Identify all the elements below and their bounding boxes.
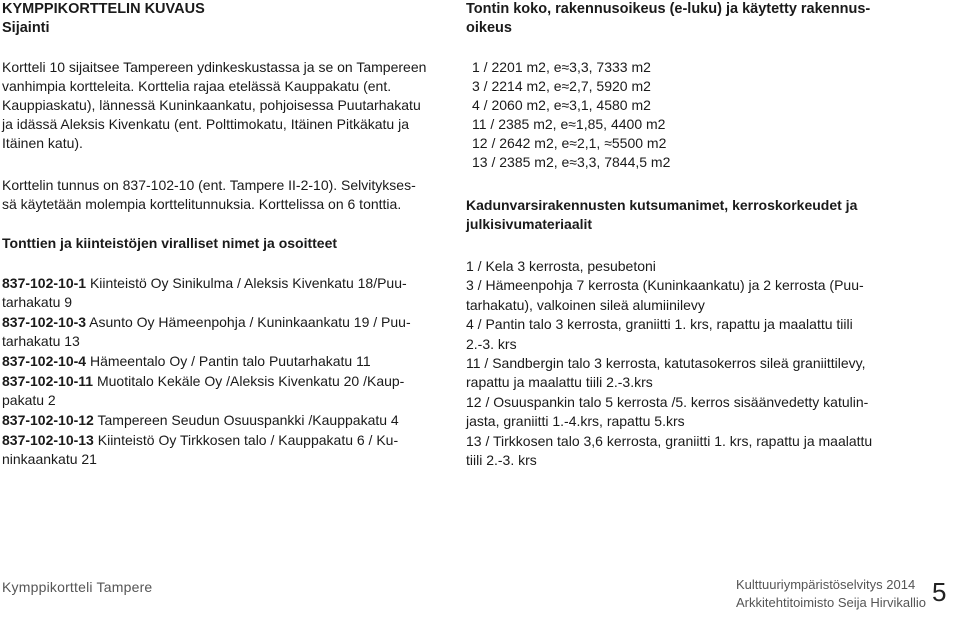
list-item: 837-102-10-12 Tampereen Seudun Osuuspankki /Kauppakatu 4	[2, 412, 399, 428]
property-list	[2, 274, 454, 470]
list-item: 13 / 2385 m2, e≈3,3, 7844,5 m2	[472, 154, 671, 170]
plots-names-heading: Tonttien ja kiinteistöjen viralliset nimet ja osoitteet	[2, 235, 338, 251]
list-item: 837-102-10-11 Muotitalo Kekäle Oy /Aleksis Kivenkatu 20 /Kaup- pakatu 2	[2, 373, 405, 408]
plot-size-heading: Tontin koko, rakennusoikeus (e-luku) ja käytetty rakennus-	[466, 1, 871, 17]
buildings-list	[466, 257, 924, 470]
paragraph-line: Korttelin tunnus on 837-102-10 (ent. Tampere II-2-10). Selvitykses-	[2, 177, 416, 193]
plot-size-list	[472, 58, 924, 172]
footer-credits	[736, 576, 926, 612]
list-item: 13 / Tirkkosen talo 3,6 kerrosta, graniitti 1. krs, rapattu ja maalattu	[466, 432, 873, 449]
list-item: tarhakatu), valkoinen sileä alumiinilevy	[466, 296, 705, 313]
list-item: 12 / 2642 m2, e≈2,1, ≈5500 m2	[472, 135, 667, 151]
list-item: 2.-3. krs	[466, 335, 517, 352]
page-number: 5	[932, 577, 947, 607]
location-paragraph	[2, 58, 454, 153]
buildings-heading-cont: julkisivumateriaalit	[466, 216, 593, 232]
list-item: 12 / Osuuspankin talo 5 kerrosta /5. kerros sisäänvedetty katulin-	[466, 393, 869, 410]
paragraph-line: sä käytetään molempia korttelitunnuksia. Korttelissa on 6 tonttia.	[2, 196, 402, 212]
list-item: 1 / Kela 3 kerrosta, pesubetoni	[466, 258, 656, 274]
list-item: 4 / Pantin talo 3 kerrosta, graniitti 1. krs, rapattu ja maalattu tiili	[466, 316, 853, 333]
paragraph-line: Kauppiaskatu), lännessä Kuninkaankatu, pohjoisessa Puutarhakatu	[2, 97, 421, 113]
list-item: 1 / 2201 m2, e≈3,3, 7333 m2	[472, 59, 651, 75]
list-item: jasta, graniitti 1.-4.krs, rapattu 5.krs	[466, 413, 685, 430]
location-heading: Sijainti	[2, 20, 50, 36]
list-item: 11 / 2385 m2, e≈1,85, 4400 m2	[472, 116, 666, 132]
list-item: 11 / Sandbergin talo 3 kerrosta, katutasokerros sileä graniittilevy,	[466, 355, 866, 372]
paragraph-line: vanhimpia kortteleita. Korttelia rajaa etelässä Kauppakatu (ent.	[2, 78, 392, 94]
footer-title: Kymppikortteli Tampere	[2, 579, 153, 595]
page-footer	[0, 572, 960, 621]
list-item: 4 / 2060 m2, e≈3,1, 4580 m2	[472, 97, 651, 113]
paragraph-line: Itäinen katu).	[2, 135, 83, 151]
list-item: 837-102-10-13 Kiinteistö Oy Tirkkosen talo / Kauppakatu 6 / Ku- ninkaankatu 21	[2, 432, 399, 467]
list-item: 837-102-10-4 Hämeentalo Oy / Pantin talo Puutarhakatu 11	[2, 353, 371, 369]
list-item: 837-102-10-3 Asunto Oy Hämeenpohja / Kuninkaankatu 19 / Puu- tarhakatu 13	[2, 314, 411, 349]
paragraph-line: ja idässä Aleksis Kivenkatu (ent. Polttimokatu, Itäinen Pitkäkatu ja	[2, 116, 409, 132]
footer-author: Arkkitehtitoimisto Seija Hirvikallio	[736, 595, 926, 610]
footer-report-name: Kulttuuriympäristöselvitys 2014	[736, 577, 916, 592]
plot-size-heading-cont: oikeus	[466, 20, 512, 36]
list-item: 3 / 2214 m2, e≈2,7, 5920 m2	[472, 78, 651, 94]
list-item: rapattu ja maalattu tiili 2.-3.krs	[466, 374, 653, 391]
list-item: 3 / Hämeenpohja 7 kerrosta (Kuninkaankatu) ja 2 kerrosta (Puu-	[466, 277, 864, 294]
buildings-heading: Kadunvarsirakennusten kutsumanimet, kerroskorkeudet ja	[466, 197, 858, 213]
identifier-paragraph	[2, 176, 454, 214]
document-title: KYMPPIKORTTELIN KUVAUS	[2, 1, 205, 17]
list-item: tiili 2.-3. krs	[466, 452, 537, 469]
list-item: 837-102-10-1 Kiinteistö Oy Sinikulma / Aleksis Kivenkatu 18/Puu- tarhakatu 9	[2, 275, 407, 310]
paragraph-line: Kortteli 10 sijaitsee Tampereen ydinkeskustassa ja se on Tampereen	[2, 59, 427, 75]
